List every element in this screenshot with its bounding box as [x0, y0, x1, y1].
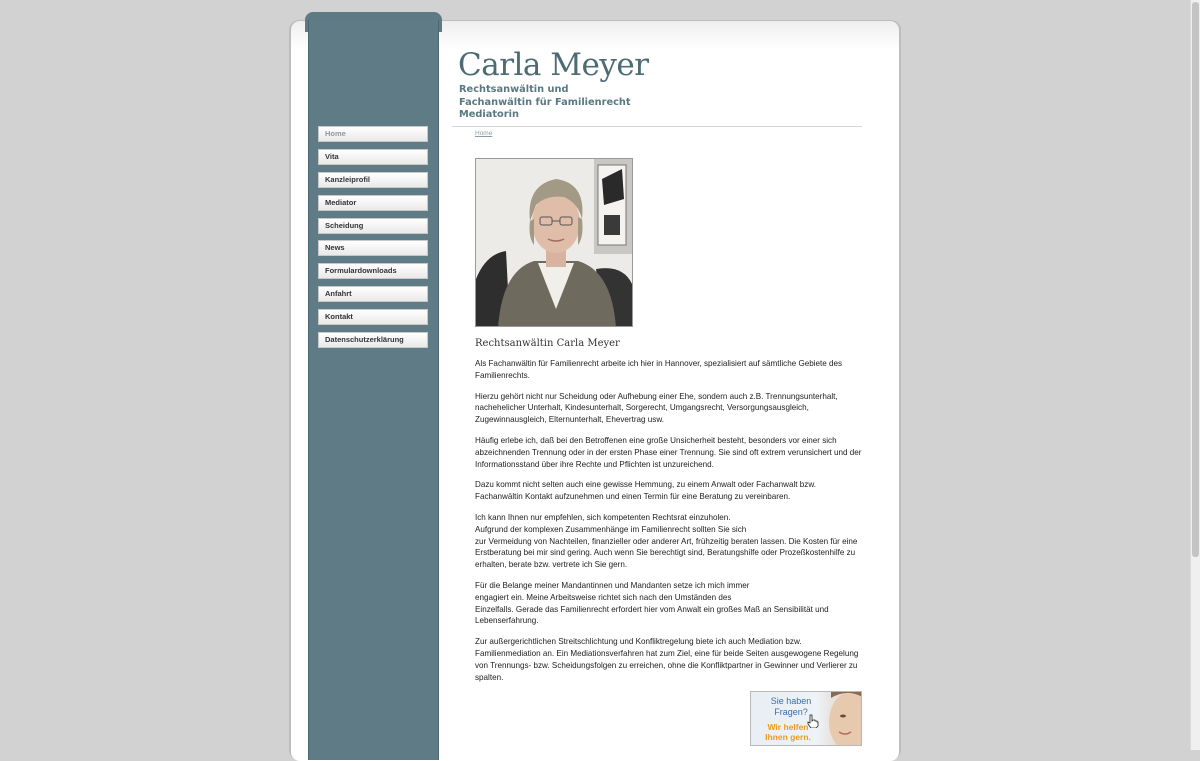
content-title: Rechtsanwältin Carla Meyer — [475, 338, 620, 349]
portrait-photo — [475, 158, 633, 327]
content-body — [475, 358, 865, 692]
subtitle-line: Rechtsanwältin und — [459, 84, 569, 95]
paragraph-text: Familienmediation an. Ein Mediationsverfahren hat zum Ziel, eine für beide Seiten ausgewogene Regelung von Trennungs- bzw. Scheidungsfolgen zu erreichen, ohne die Konfliktpartner in Gewinner und Verlierer zu spalten. — [475, 648, 859, 682]
nav-item-anfahrt[interactable]: Anfahrt — [318, 286, 428, 302]
paragraph-text: Ich kann Ihnen nur empfehlen, sich kompetenten Rechtsrat einzuholen. — [475, 512, 731, 522]
banner-question-line: Fragen? — [774, 707, 808, 717]
nav-item-home[interactable]: Home — [318, 126, 428, 142]
paragraph-text: Hierzu gehört nicht nur Scheidung oder Aufhebung einer Ehe, sondern auch z.B. Trennungsunterhalt, nachehelicher Unterhalt, Kindesunterhalt, Sorgerecht, Umgangsrecht, Versorgungsausgleich, Zugewinnausgleich, Elternunterhalt, Ehevertrag usw. — [475, 391, 838, 425]
paragraph-text: Für die Belange meiner Mandantinnen und Mandanten setze ich mich immer — [475, 580, 750, 590]
banner-help-line: Wir helfen — [767, 722, 809, 732]
page-scrollbar[interactable] — [1190, 0, 1200, 750]
nav-item-formulardownloads[interactable]: Formulardownloads — [318, 263, 428, 279]
header-divider — [452, 126, 862, 127]
breadcrumb-home-link[interactable]: Home — [475, 130, 493, 137]
nav-item-news[interactable]: News — [318, 240, 428, 256]
subtitle-line: Mediatorin — [459, 109, 519, 120]
banner-help-line: Ihnen gern. — [765, 732, 811, 742]
content-paragraph — [475, 435, 865, 470]
paragraph-text: Zur außergerichtlichen Streitschlichtung und Konfliktregelung biete ich auch Mediation bzw. — [475, 637, 802, 647]
paragraph-text: zur Vermeidung von Nachteilen, finanzieller oder anderer Art, frühzeitig beraten lassen. Die Kosten für eine Erstberatung bei mir sind gering. Auch wenn Sie berechtigt sind, Beratungshilfe oder Prozeßkostenhilfe zu erhalten, berate bzw. vertrete ich Sie gern. — [475, 536, 858, 570]
banner-question-line: Sie haben — [770, 696, 812, 706]
main-navigation — [318, 126, 428, 355]
site-logo-subtitle — [459, 84, 631, 122]
nav-item-vita[interactable]: Vita — [318, 149, 428, 165]
nav-item-kontakt[interactable]: Kontakt — [318, 309, 428, 325]
content-paragraph — [475, 479, 865, 503]
paragraph-text: Aufgrund der komplexen Zusammenhänge im Familienrecht sollten Sie sich — [475, 524, 747, 534]
content-paragraph — [475, 391, 865, 426]
paragraph-text: Häufig erlebe ich, daß bei den Betroffenen eine große Unsicherheit besteht, besonders vor einer sich abzeichnenden Trennung oder in der ersten Phase einer Trennung. Sie sind oft extrem verunsichert und der Informationsstand über ihre Rechte und Pflichten ist unzureichend. — [475, 435, 862, 469]
scrollbar-thumb[interactable] — [1192, 2, 1199, 557]
paragraph-text: Einzelfalls. Gerade das Familienrecht erfordert hier vom Anwalt ein großes Maß an Sensibilität und Lebenserfahrung. — [475, 604, 829, 626]
paragraph-text: Dazu kommt nicht selten auch eine gewisse Hemmung, zu einem Anwalt oder Fachanwalt bzw. — [475, 480, 817, 490]
subtitle-line: Fachanwältin für Familienrecht — [459, 96, 631, 108]
paragraph-text: Fachanwältin Kontakt aufzunehmen und einen Termin für eine Beratung zu vereinbaren. — [475, 492, 791, 502]
paragraph-text: Als Fachanwältin für Familienrecht arbeite ich hier in Hannover, spezialisiert auf sämtliche Gebiete des Familienrechts. — [475, 359, 843, 380]
content-paragraph — [475, 580, 865, 627]
nav-item-mediator[interactable]: Mediator — [318, 195, 428, 211]
contact-banner[interactable] — [750, 691, 862, 746]
paragraph-text: engagiert ein. Meine Arbeitsweise richtet sich nach den Umständen des — [475, 592, 732, 602]
content-paragraph — [475, 636, 865, 683]
nav-item-kanzleiprofil[interactable]: Kanzleiprofil — [318, 172, 428, 188]
content-paragraph — [475, 358, 865, 382]
content-paragraph — [475, 512, 865, 571]
site-logo-name: Carla Meyer — [458, 47, 649, 83]
nav-item-datenschutz[interactable]: Datenschutzerklärung — [318, 332, 428, 348]
nav-item-scheidung[interactable]: Scheidung — [318, 218, 428, 234]
hand-cursor-icon — [807, 714, 819, 728]
